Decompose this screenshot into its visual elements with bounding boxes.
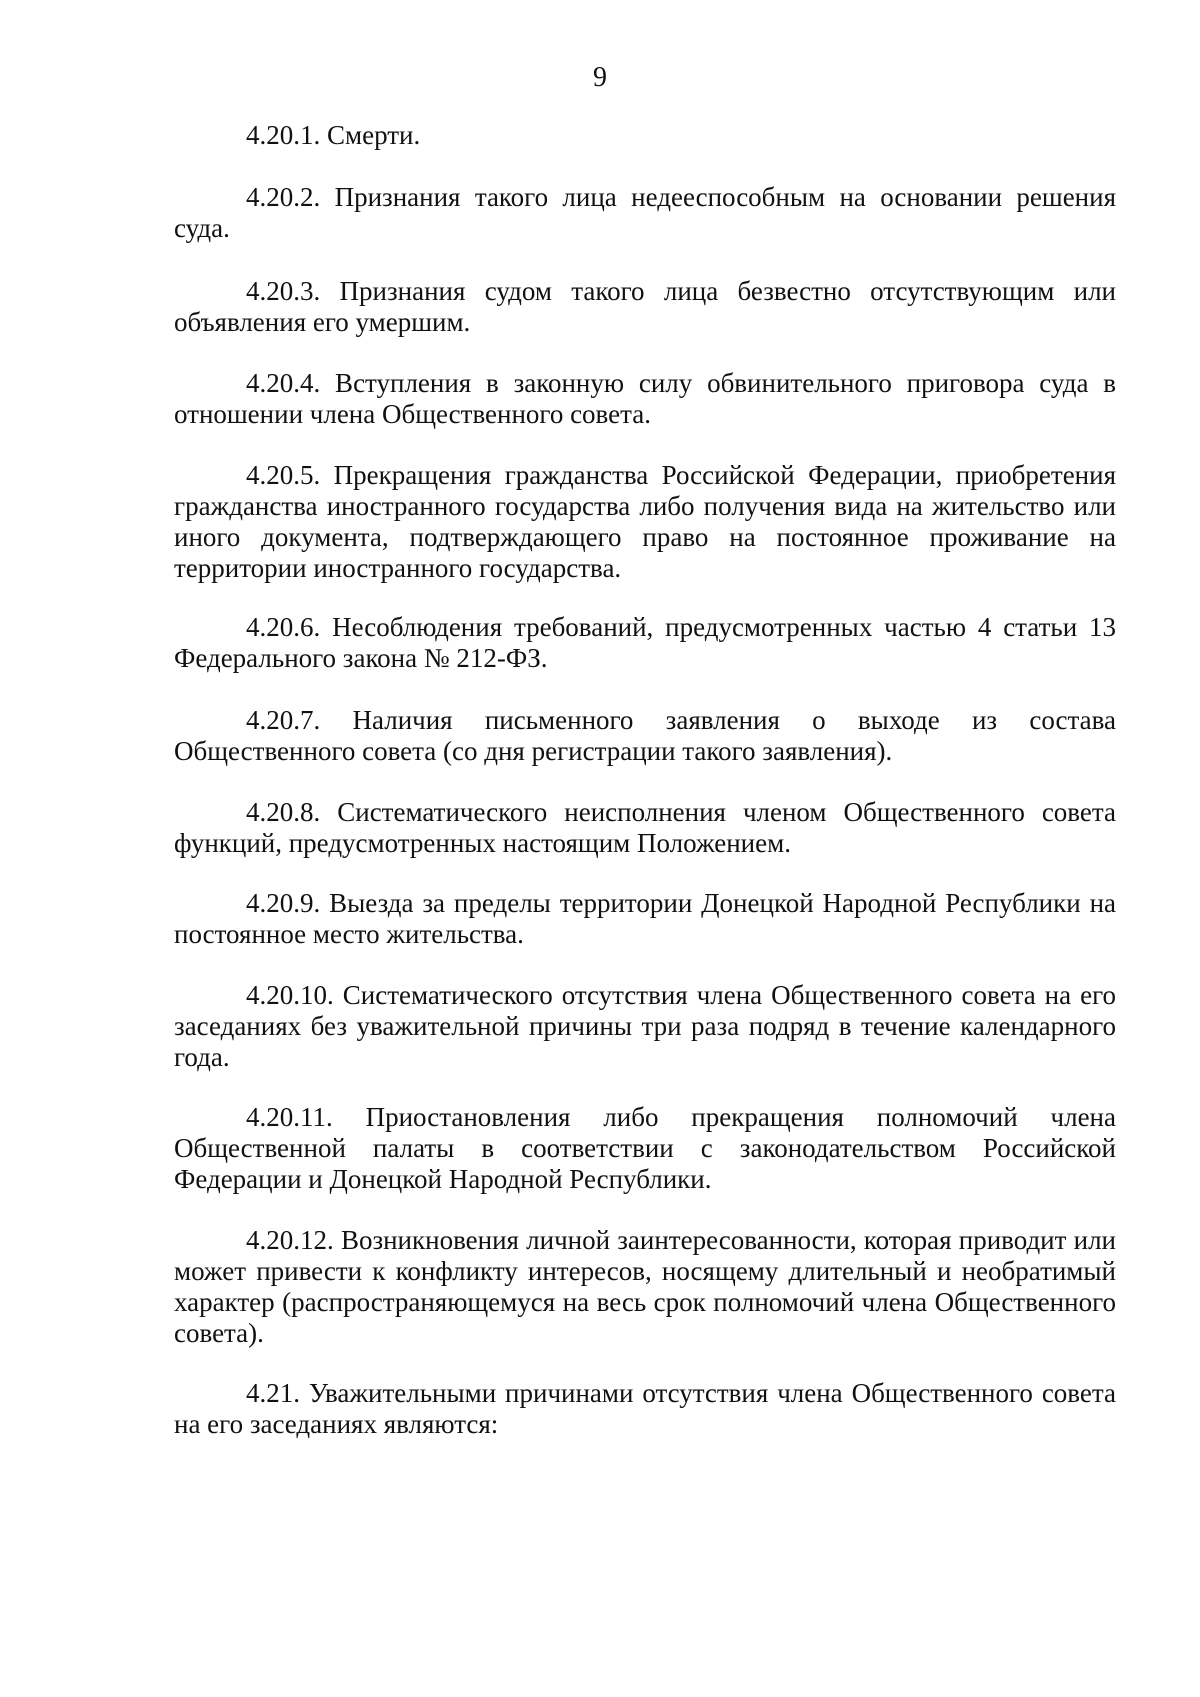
- paragraph-4-20-11: 4.20.11. Приостановления либо прекращения полномочий члена Общественной палаты в соответствии с законодательством Российской Федерации и Донецкой Народной Республики.: [174, 1102, 1116, 1194]
- paragraph-4-20-1: 4.20.1. Смерти.: [246, 120, 421, 150]
- paragraph-4-20-10: 4.20.10. Систематического отсутствия члена Общественного совета на его заседаниях без уважительной причины три раза подряд в течение календарного года.: [174, 980, 1116, 1072]
- paragraph-4-20-4: 4.20.4. Вступления в законную силу обвинительного приговора суда в отношении члена Общественного совета.: [174, 368, 1116, 429]
- paragraph-4-20-5: 4.20.5. Прекращения гражданства Российской Федерации, приобретения гражданства иностранного государства либо получения вида на жительство или иного документа, подтверждающего право на постоянное проживание на территории иностранного государства.: [174, 460, 1116, 583]
- paragraph-4-20-7: 4.20.7. Наличия письменного заявления о выходе из состава Общественного совета (со дня регистрации такого заявления).: [174, 705, 1116, 766]
- paragraph-4-21: 4.21. Уважительными причинами отсутствия члена Общественного совета на его заседаниях являются:: [174, 1378, 1116, 1439]
- paragraph-4-20-3: 4.20.3. Признания судом такого лица безвестно отсутствующим или объявления его умершим.: [174, 276, 1116, 337]
- paragraph-4-20-2: 4.20.2. Признания такого лица недееспособным на основании решения суда.: [174, 182, 1116, 243]
- paragraph-4-20-6: 4.20.6. Несоблюдения требований, предусмотренных частью 4 статьи 13 Федерального закона № 212-ФЗ.: [174, 612, 1116, 673]
- paragraph-4-20-12: 4.20.12. Возникновения личной заинтересованности, которая приводит или может привести к конфликту интересов, носящему длительный и необратимый характер (распространяющемуся на весь срок полномочий члена Общественного совета).: [174, 1225, 1116, 1348]
- paragraph-4-20-9: 4.20.9. Выезда за пределы территории Донецкой Народной Республики на постоянное место жительства.: [174, 888, 1116, 949]
- page-number: 9: [593, 62, 607, 93]
- paragraph-4-20-8: 4.20.8. Систематического неисполнения членом Общественного совета функций, предусмотренных настоящим Положением.: [174, 797, 1116, 858]
